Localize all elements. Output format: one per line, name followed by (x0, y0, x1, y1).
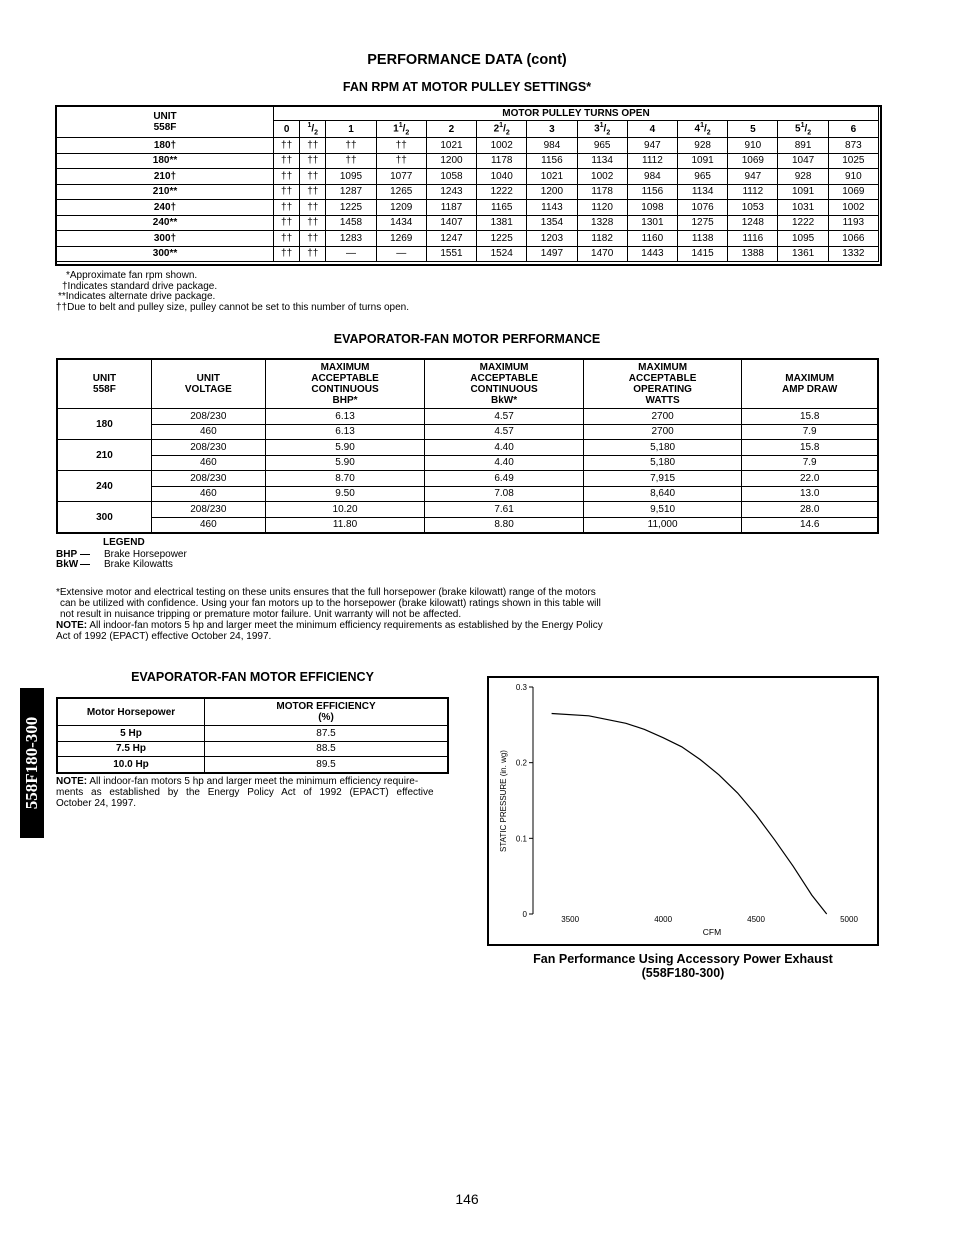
unit-header-line2: 558F (153, 122, 177, 133)
rpm-cell: 1134 (577, 153, 627, 169)
perf-header-line: BHP* (332, 395, 358, 406)
y-tick-label: 0.1 (515, 834, 527, 844)
rpm-cell: 1025 (828, 153, 878, 169)
rpm-cell: †† (300, 138, 326, 154)
motor-perf-title: EVAPORATOR-FAN MOTOR PERFORMANCE (333, 332, 601, 346)
perf-header-line: MAXIMUM (320, 362, 370, 373)
rpm-cell: 1047 (778, 153, 828, 169)
table-row (57, 153, 879, 169)
fan-rpm-footnotes (56, 271, 409, 313)
rpm-cell: 1222 (477, 184, 527, 200)
turns-col-4: 2 (426, 121, 476, 138)
rpm-cell: 1225 (326, 200, 376, 216)
perf-cell: 10.20 (265, 502, 425, 518)
frac-num: 1 (700, 121, 705, 129)
rpm-cell: 1470 (577, 246, 627, 262)
perf-cell: 6.13 (265, 409, 425, 425)
rpm-cell: 1265 (376, 184, 426, 200)
perf-header-line: OPERATING (633, 384, 692, 395)
rpm-cell: †† (274, 153, 300, 169)
perf-cell: 7,915 (583, 471, 742, 487)
rpm-cell: 1031 (778, 200, 828, 216)
perf-header-line: ACCEPTABLE (311, 373, 379, 384)
turns-col-1: $^1/_2$ (300, 121, 326, 138)
rpm-cell: 1287 (326, 184, 376, 200)
perf-header-line: AMP DRAW (781, 384, 838, 395)
perf-cell: 7.9 (742, 455, 878, 471)
efficiency-cell: 87.5 (205, 726, 449, 742)
rpm-cell: 1021 (527, 169, 577, 185)
footnote-pulley: ††Due to belt and pulley size, pulley cannot be set to this number of turns open. (56, 301, 409, 313)
unit-cell: 180† (57, 138, 274, 154)
perf-cell: 4.40 (425, 440, 584, 456)
perf-cell: 28.0 (742, 502, 878, 518)
rpm-cell: 1458 (326, 215, 376, 231)
rpm-cell: 965 (577, 138, 627, 154)
rpm-cell: 1066 (828, 231, 878, 247)
rpm-cell: 873 (828, 138, 878, 154)
unit-cell: 180 (57, 409, 151, 440)
rpm-cell: 1415 (678, 246, 728, 262)
frac-num: 1 (499, 121, 504, 129)
perf-header-line: MAXIMUM (785, 373, 835, 384)
perf-header-line: BkW* (491, 395, 518, 406)
table-row (57, 231, 879, 247)
table-row (57, 169, 879, 185)
rpm-cell: †† (300, 231, 326, 247)
efficiency-note: NOTE: All indoor-fan motors 5 hp and larger meet the minimum efficiency require- ments as established by the Energy Policy Act of 1992 (EPACT) effective October 24, 1997. (56, 776, 434, 809)
rpm-cell: 1222 (778, 215, 828, 231)
perf-cell: 4.57 (425, 409, 584, 425)
rpm-cell: 1275 (678, 215, 728, 231)
perf-cell: 9,510 (583, 502, 742, 518)
table-row (57, 200, 879, 216)
turns-col-7: $3^1/_2$ (577, 121, 627, 138)
rpm-cell: †† (300, 215, 326, 231)
rpm-cell: 947 (627, 138, 677, 154)
rpm-cell: †† (274, 200, 300, 216)
turns-col-8: 4 (627, 121, 677, 138)
footnote-approx: *Approximate fan rpm shown. (66, 270, 198, 281)
efficiency-cell: 89.5 (205, 757, 449, 773)
rpm-cell: 1497 (527, 246, 577, 262)
legend-bhp: BHP — Brake Horsepower (56, 548, 187, 560)
rpm-body (57, 138, 879, 262)
rpm-cell: 1301 (627, 215, 677, 231)
motor-perf-footnote: *Extensive motor and electrical testing on these units ensures that the full horsepower (brake kilowatt) range of the motors can be utilized with confidence. Using your fan motors up to the horsepower (brake kilowatt) ratings shown in this table will not result in nuisance tripping or premature motor failure. Unit warranty will not be affected. NOTE: All indoor-fan motors 5 hp and larger meet the minimum efficiency requirements as established by the Energy Policy Act of 1992 (EPACT) effective October 24, 1997. (56, 587, 603, 642)
rpm-cell: 1165 (477, 200, 527, 216)
rpm-cell: 1077 (376, 169, 426, 185)
frac-den: 2 (505, 129, 510, 137)
rpm-cell: †† (274, 138, 300, 154)
efficiency-table (56, 697, 449, 774)
perf-header-line: CONTINUOUS (311, 384, 379, 395)
unit-cell: 300 (57, 502, 151, 534)
table-row (57, 440, 878, 456)
turns-col-12: 6 (828, 121, 878, 138)
perf-cell: 2700 (583, 409, 742, 425)
rpm-cell: 1143 (527, 200, 577, 216)
side-tab: 558F180-300 (20, 688, 44, 838)
y-tick-label: 0.3 (515, 683, 527, 692)
table-row (57, 486, 878, 502)
unit-cell: 210** (57, 184, 274, 200)
perf-cell: 15.8 (742, 440, 878, 456)
x-tick-label: 5000 (840, 915, 858, 924)
unit-cell: 180** (57, 153, 274, 169)
perf-cell: 5.90 (265, 440, 425, 456)
frac-den: 2 (807, 129, 812, 137)
table-row (57, 215, 879, 231)
perf-cell: 15.8 (742, 409, 878, 425)
rpm-cell: 1225 (477, 231, 527, 247)
rpm-cell: 1156 (627, 184, 677, 200)
x-axis-label: CFM (702, 927, 722, 937)
efficiency-col1: Motor Horsepower (57, 698, 205, 726)
perf-header-3 (425, 359, 584, 409)
perf-header-line: MAXIMUM (479, 362, 529, 373)
table-row (57, 409, 878, 425)
perf-cell: 7.61 (425, 502, 584, 518)
frac-den: 2 (706, 129, 711, 137)
rpm-cell: — (376, 246, 426, 262)
perf-cell: 11.80 (265, 517, 425, 533)
perf-cell: 6.13 (265, 424, 425, 440)
perf-header-2 (265, 359, 425, 409)
perf-cell: 6.49 (425, 471, 584, 487)
table-row (57, 726, 448, 742)
footnote-standard: †Indicates standard drive package. (62, 280, 218, 292)
hp-cell: 10.0 Hp (57, 757, 205, 773)
perf-cell: 208/230 (151, 471, 265, 487)
rpm-cell: 1002 (828, 200, 878, 216)
rpm-cell: 1160 (627, 231, 677, 247)
frac-num: 1 (599, 121, 604, 129)
x-tick-label: 3500 (561, 915, 580, 924)
rpm-cell: 1134 (678, 184, 728, 200)
perf-cell: 460 (151, 455, 265, 471)
unit-cell: 300** (57, 246, 274, 262)
rpm-cell: 928 (678, 138, 728, 154)
rpm-cell: 1248 (728, 215, 778, 231)
fan-rpm-table (56, 106, 879, 262)
perf-header-5 (742, 359, 878, 409)
perf-header-line: CONTINUOUS (470, 384, 538, 395)
y-tick-label: 0.2 (515, 758, 527, 768)
perf-cell: 4.40 (425, 455, 584, 471)
rpm-cell: †† (274, 231, 300, 247)
perf-cell: 208/230 (151, 502, 265, 518)
rpm-cell: 1283 (326, 231, 376, 247)
rpm-cell: 1332 (828, 246, 878, 262)
perf-header-line: ACCEPTABLE (628, 373, 697, 384)
legend (56, 538, 187, 571)
rpm-cell: 1116 (728, 231, 778, 247)
rpm-cell: 1381 (477, 215, 527, 231)
perf-cell: 2700 (583, 424, 742, 440)
perf-body (57, 409, 878, 534)
hp-cell: 5 Hp (57, 726, 205, 742)
perf-head (57, 359, 878, 409)
y-axis-label: STATIC PRESSURE (in. wg) (499, 750, 508, 852)
rpm-cell: 1193 (828, 215, 878, 231)
table-row (57, 424, 878, 440)
frac-den: 2 (606, 129, 611, 137)
rpm-cell: 1200 (426, 153, 476, 169)
perf-header-line: UNIT (196, 373, 220, 384)
perf-header-line: MAXIMUM (638, 362, 688, 373)
table-row (57, 502, 878, 518)
rpm-cell: 1002 (577, 169, 627, 185)
page-number: 146 (455, 1191, 479, 1207)
rpm-cell: 1095 (778, 231, 828, 247)
perf-header-1 (151, 359, 265, 409)
perf-cell: 5.90 (265, 455, 425, 471)
rpm-cell: 1187 (426, 200, 476, 216)
rpm-cell: 1182 (577, 231, 627, 247)
rpm-cell: †† (300, 153, 326, 169)
table-row (57, 138, 879, 154)
rpm-cell: †† (274, 215, 300, 231)
frac-num: 1 (307, 121, 312, 129)
y-tick-label: 0 (522, 910, 527, 919)
perf-cell: 7.08 (425, 486, 584, 502)
unit-cell: 300† (57, 231, 274, 247)
turns-col-3: $1^1/_2$ (376, 121, 426, 138)
rpm-cell: †† (326, 138, 376, 154)
perf-header-4 (583, 359, 742, 409)
rpm-cell: 1203 (527, 231, 577, 247)
rpm-cell: 1200 (527, 184, 577, 200)
rpm-cell: 1058 (426, 169, 476, 185)
efficiency-title: EVAPORATOR-FAN MOTOR EFFICIENCY (131, 670, 374, 684)
rpm-cell: 1112 (627, 153, 677, 169)
rpm-cell: 1053 (728, 200, 778, 216)
turns-col-2: 1 (326, 121, 376, 138)
fan-performance-chart (487, 676, 879, 946)
rpm-cell: 1178 (477, 153, 527, 169)
perf-cell: 8,640 (583, 486, 742, 502)
perf-cell: 7.9 (742, 424, 878, 440)
rpm-cell: †† (300, 246, 326, 262)
rpm-cell: 1112 (728, 184, 778, 200)
efficiency-cell: 88.5 (205, 741, 449, 757)
fan-rpm-title: FAN RPM AT MOTOR PULLEY SETTINGS* (342, 80, 592, 94)
perf-header-line: ACCEPTABLE (470, 373, 538, 384)
rpm-cell: 965 (678, 169, 728, 185)
perf-header-line: WATTS (645, 395, 680, 406)
rpm-cell: 1156 (527, 153, 577, 169)
turns-col-9: $4^1/_2$ (678, 121, 728, 138)
perf-cell: 460 (151, 517, 265, 533)
rpm-cell: 1247 (426, 231, 476, 247)
unit-cell: 240† (57, 200, 274, 216)
rpm-cell: 1209 (376, 200, 426, 216)
table-row (57, 246, 879, 262)
turns-header: MOTOR PULLEY TURNS OPEN (274, 107, 879, 121)
rpm-cell: 1098 (627, 200, 677, 216)
rpm-cell: 910 (728, 138, 778, 154)
rpm-cell: 1076 (678, 200, 728, 216)
rpm-cell: 1407 (426, 215, 476, 231)
table-row (57, 517, 878, 533)
rpm-cell: 1434 (376, 215, 426, 231)
perf-header-line: UNIT (92, 373, 117, 384)
rpm-cell: 1091 (778, 184, 828, 200)
unit-cell: 240 (57, 471, 151, 502)
rpm-cell: 1354 (527, 215, 577, 231)
rpm-cell: †† (274, 169, 300, 185)
perf-cell: 5,180 (583, 455, 742, 471)
table-row (57, 184, 879, 200)
rpm-cell: 1388 (728, 246, 778, 262)
turns-col-5: $2^1/_2$ (477, 121, 527, 138)
frac-den: 2 (405, 129, 410, 137)
perf-cell: 11,000 (583, 517, 742, 533)
rpm-cell: 1069 (828, 184, 878, 200)
table-row (57, 471, 878, 487)
perf-header-line: VOLTAGE (184, 384, 232, 395)
frac-den: 2 (314, 129, 319, 137)
rpm-cell: 1269 (376, 231, 426, 247)
rpm-cell: 984 (627, 169, 677, 185)
perf-cell: 13.0 (742, 486, 878, 502)
rpm-cell: 1551 (426, 246, 476, 262)
rpm-cell: — (326, 246, 376, 262)
rpm-cell: 1069 (728, 153, 778, 169)
perf-cell: 8.80 (425, 517, 584, 533)
rpm-cell: 1095 (326, 169, 376, 185)
rpm-cell: 1138 (678, 231, 728, 247)
perf-cell: 9.50 (265, 486, 425, 502)
rpm-cell: †† (274, 246, 300, 262)
rpm-cell: 1178 (577, 184, 627, 200)
efficiency-col2: MOTOR EFFICIENCY (%) (205, 698, 449, 726)
rpm-cell: †† (300, 184, 326, 200)
turns-col-6: 3 (527, 121, 577, 138)
rpm-cell: 1120 (577, 200, 627, 216)
frac-num: 1 (398, 121, 403, 129)
rpm-cell: †† (376, 153, 426, 169)
rpm-cell: 1443 (627, 246, 677, 262)
x-tick-label: 4500 (747, 915, 765, 924)
perf-cell: 8.70 (265, 471, 425, 487)
unit-cell: 210† (57, 169, 274, 185)
rpm-cell: 1524 (477, 246, 527, 262)
perf-cell: 22.0 (742, 471, 878, 487)
chart-caption: Fan Performance Using Accessory Power Exhaust (558F180-300) (533, 952, 833, 980)
rpm-cell: 1243 (426, 184, 476, 200)
rpm-cell: 984 (527, 138, 577, 154)
turns-col-11: $5^1/_2$ (778, 121, 828, 138)
rpm-cell: 1091 (678, 153, 728, 169)
series-line (552, 714, 827, 915)
turns-col-0: 0 (274, 121, 300, 138)
rpm-cell: 1021 (426, 138, 476, 154)
rpm-cell: 910 (828, 169, 878, 185)
unit-cell: 240** (57, 215, 274, 231)
rpm-cell: †† (300, 169, 326, 185)
chart-svg (489, 678, 877, 944)
perf-cell: 5,180 (583, 440, 742, 456)
perf-cell: 208/230 (151, 409, 265, 425)
perf-cell: 14.6 (742, 517, 878, 533)
table-row (57, 455, 878, 471)
rpm-cell: †† (300, 200, 326, 216)
rpm-cell: 1040 (477, 169, 527, 185)
unit-header (57, 107, 274, 138)
turns-col-10: 5 (728, 121, 778, 138)
hp-cell: 7.5 Hp (57, 741, 205, 757)
rpm-cell: 891 (778, 138, 828, 154)
unit-cell: 210 (57, 440, 151, 471)
page-title: PERFORMANCE DATA (cont) (367, 52, 567, 68)
rpm-cell: 947 (728, 169, 778, 185)
perf-header-0 (57, 359, 151, 409)
perf-cell: 460 (151, 424, 265, 440)
perf-header-line: 558F (93, 384, 116, 395)
eff-body (57, 726, 448, 773)
perf-cell: 4.57 (425, 424, 584, 440)
table-row (57, 741, 448, 757)
table-row (57, 757, 448, 773)
x-tick-label: 4000 (654, 915, 673, 924)
motor-perf-table (56, 358, 879, 534)
footnote-alternate: **Indicates alternate drive package. (58, 291, 216, 302)
rpm-cell: 928 (778, 169, 828, 185)
unit-header-line1: UNIT (153, 111, 177, 122)
legend-bkw: BkW — Brake Kilowatts (56, 559, 173, 570)
legend-title: LEGEND (103, 537, 145, 548)
rpm-cell: †† (274, 184, 300, 200)
rpm-cell: 1328 (577, 215, 627, 231)
perf-cell: 208/230 (151, 440, 265, 456)
rpm-cell: †† (376, 138, 426, 154)
frac-num: 1 (800, 121, 805, 129)
rpm-cell: 1002 (477, 138, 527, 154)
rpm-cell: †† (326, 153, 376, 169)
perf-cell: 460 (151, 486, 265, 502)
rpm-cell: 1361 (778, 246, 828, 262)
